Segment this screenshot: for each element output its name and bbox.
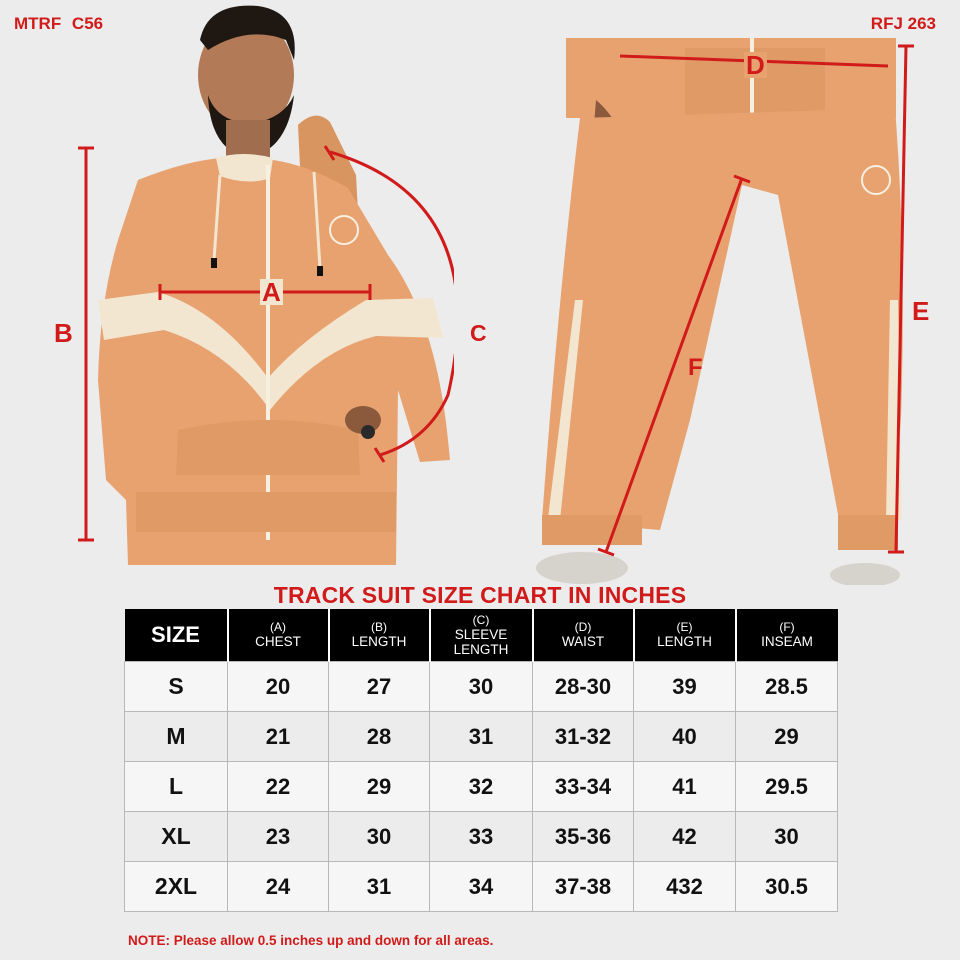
size-cell: L [125,762,228,812]
table-row [125,712,838,762]
table-row [125,862,838,912]
table-cell: 23 [228,812,329,862]
column-header-size: SIZE [125,609,228,662]
table-cell: 41 [634,762,736,812]
size-cell: 2XL [125,862,228,912]
table-cell: 31 [430,712,533,762]
table-cell: 39 [634,662,736,712]
table-cell: 42 [634,812,736,862]
measure-label-d: D [746,50,765,80]
table-cell: 30 [329,812,430,862]
column-header-text: SLEEVE LENGTH [453,626,509,657]
table-cell: 35-36 [533,812,634,862]
table-cell: 31 [329,862,430,912]
product-code-right: RFJ 263 [870,14,936,33]
column-header-letter: (F) [779,620,795,634]
table-cell: 432 [634,862,736,912]
table-cell: 30 [736,812,838,862]
column-header-text: LENGTH [657,634,712,649]
table-cell: 34 [430,862,533,912]
size-chart-table [124,609,838,912]
table-cell: 33 [430,812,533,862]
table-row [125,812,838,862]
measure-label-b: B [54,318,73,348]
table-cell: 33-34 [533,762,634,812]
table-row [125,762,838,812]
table-cell: 40 [634,712,736,762]
table-cell: 20 [228,662,329,712]
product-code-left: MTRF C56 [14,14,104,33]
column-header-text: CHEST [255,634,301,649]
size-cell: XL [125,812,228,862]
tolerance-note: NOTE: Please allow 0.5 inches up and down for all areas. [128,933,494,948]
table-cell: 27 [329,662,430,712]
column-header-length [329,609,430,662]
measure-label-f: F [688,354,703,381]
column-header-chest [228,609,329,662]
column-header-pants-length [634,609,736,662]
table-cell: 31-32 [533,712,634,762]
table-cell: 24 [228,862,329,912]
size-chart-title: TRACK SUIT SIZE CHART IN INCHES [273,582,687,608]
column-header-letter: (C) [472,612,490,627]
table-cell: 37-38 [533,862,634,912]
column-header-inseam [736,609,838,662]
measure-label-a: A [262,277,281,307]
column-header-text: WAIST [561,634,605,649]
table-cell: 22 [228,762,329,812]
table-cell: 29 [736,712,838,762]
pants-photo [520,0,920,585]
column-header-letter: (A) [270,620,286,634]
table-cell: 32 [430,762,533,812]
measure-label-c: C [470,320,487,346]
table-cell: 28 [329,712,430,762]
column-header-letter: (E) [676,620,693,634]
table-cell: 21 [228,712,329,762]
table-row [125,662,838,712]
column-header-sleeve-length [430,609,533,662]
column-header-letter: (B) [371,620,387,634]
table-cell: 30.5 [736,862,838,912]
size-cell: S [125,662,228,712]
column-header-waist [533,609,634,662]
size-cell: M [125,712,228,762]
table-cell: 28.5 [736,662,838,712]
column-header-text: INSEAM [761,634,813,649]
column-header-text: LENGTH [351,634,407,649]
table-cell: 28-30 [533,662,634,712]
length-measure-line [78,146,94,542]
column-header-letter: (D) [574,620,592,634]
table-header-row [125,609,838,662]
table-cell: 29 [329,762,430,812]
measure-label-e: E [912,296,930,326]
table-cell: 29.5 [736,762,838,812]
table-cell: 30 [430,662,533,712]
